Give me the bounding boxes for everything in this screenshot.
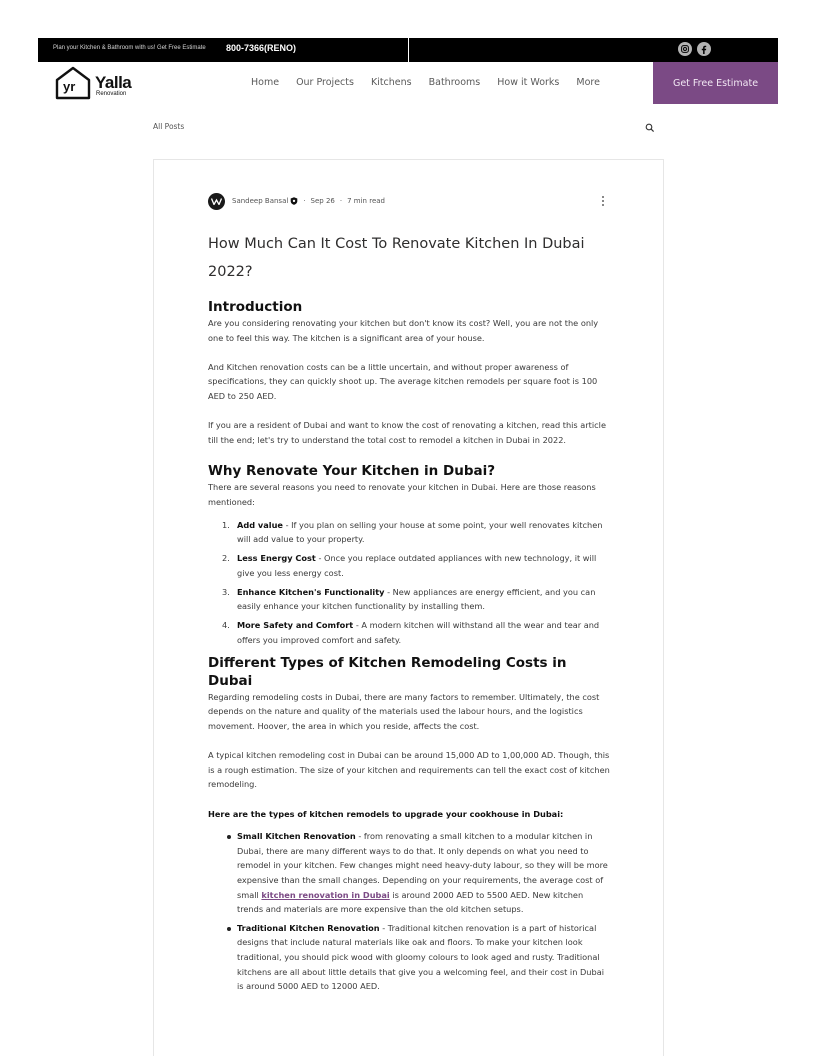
logo-mark-text: yr	[63, 79, 76, 94]
paragraph: Regarding remodeling costs in Dubai, there are many factors to remember. Ultimately, the cost depends on the nature and quality of the materials used the labour hours, and the logistics movement. Hoover, the area in which you reside, affects the cost.	[208, 691, 600, 732]
more-options-icon[interactable]	[601, 195, 605, 207]
nav-item-our-projects[interactable]: Our Projects	[296, 77, 354, 88]
nav-item-home[interactable]: Home	[251, 77, 280, 88]
logo[interactable]	[54, 65, 134, 101]
site-header	[38, 62, 778, 106]
section-heading-why-renovate: Why Renovate Your Kitchen in Dubai?	[208, 463, 496, 480]
nav-item-how-it-works[interactable]: How it Works	[497, 77, 560, 88]
section-heading-types: Different Types of Kitchen Remodeling Costs in Dubai	[208, 654, 567, 689]
paragraph: A typical kitchen remodeling cost in Dubai can be around 15,000 AD to 1,00,000 AD. Though, this is a rough estimation. The size of your kitchen and requirements can tell the exact cost of kitchen remodeling.	[208, 750, 610, 790]
kitchen-renovation-link[interactable]: kitchen renovation in Dubai	[261, 889, 390, 900]
list-item: 4. More Safety and Comfort - A modern kitchen will withstand all the wear and tear and offers you improved comfort and safety.	[222, 620, 600, 645]
section-heading-introduction: Introduction	[208, 299, 303, 315]
post-title: How Much Can It Cost To Renovate Kitchen In Dubai 2022?	[208, 236, 585, 280]
instagram-icon[interactable]	[678, 42, 692, 56]
list-item: 3. Enhance Kitchen's Functionality - New appliances are energy efficient, and you can easily enhance your kitchen functionality by installing them.	[222, 586, 596, 612]
post-date: Sep 26	[310, 197, 335, 205]
reasons-list	[208, 518, 610, 648]
post-content	[208, 230, 610, 998]
nav-item-kitchens[interactable]: Kitchens	[370, 77, 412, 88]
read-time: 7 min read	[347, 197, 385, 205]
list-item: Small Kitchen Renovation - from renovating a small kitchen to a modular kitchen in Dubai, there are many different ways to do that. It only depends on what you need to remodel in your kitchen. Few changes might need heavy-duty labour, so they will be more expensive than the small changes. Depending on your requirements, the average cost of small kitchen renovation in Dubai is around 2000 AED to 5500 AED. New kitchen trends and materials are more expensive than the old kitchen setups.	[208, 829, 610, 917]
author-avatar[interactable]	[208, 193, 225, 210]
meta-separator: ·	[303, 197, 306, 205]
paragraph: If you are a resident of Dubai and want to know the cost of renovating a kitchen, read this article till the end; let's try to understand the total cost to remodel a kitchen in Dubai in 2022.	[208, 420, 606, 445]
top-bar	[38, 38, 778, 62]
author-logo-icon	[211, 198, 222, 205]
promo-text: Plan your Kitchen & Bathroom with us! Get Free Estimate	[53, 45, 206, 51]
post-meta	[208, 193, 390, 209]
paragraph: Are you considering renovating your kitchen but don't know its cost? Well, you are not the only one to feel this way. The kitchen is a significant area of your house.	[208, 318, 599, 343]
divider	[408, 38, 409, 62]
logo-subtitle: Renovation	[96, 91, 127, 97]
main-nav	[251, 77, 617, 88]
author-name[interactable]: Sandeep Bansal	[232, 197, 289, 205]
admin-badge-icon	[290, 197, 298, 205]
list-item: 1. Add value - If you plan on selling your house at some point, your well renovates kitchen will add value to your property.	[222, 519, 603, 545]
types-list	[208, 829, 610, 994]
logo-word: Yalla	[95, 73, 132, 92]
bold-intro-line: Here are the types of kitchen remodels to upgrade your cookhouse in Dubai:	[208, 808, 564, 819]
nav-item-more[interactable]: More	[576, 77, 600, 88]
all-posts-link[interactable]: All Posts	[153, 122, 185, 131]
paragraph: There are several reasons you need to renovate your kitchen in Dubai. Here are those reasons mentioned:	[208, 482, 596, 507]
get-free-estimate-button[interactable]: Get Free Estimate	[653, 62, 778, 104]
facebook-icon[interactable]	[697, 42, 711, 56]
phone-number[interactable]: 800-7366(RENO)	[226, 43, 297, 53]
list-item: 2. Less Energy Cost - Once you replace outdated appliances with new technology, it will give you less energy cost.	[222, 553, 597, 578]
paragraph: And Kitchen renovation costs can be a little uncertain, and without proper awareness of specifications, they can quickly shoot up. The average kitchen remodels per square foot is 100 AED to 250 AED.	[208, 361, 598, 401]
list-item: Traditional Kitchen Renovation - Traditional kitchen renovation is a part of historical designs that include natural materials like oak and floors. To make your kitchen look traditional, you should pick wood with gloomy colours to look aged and rusty. Traditional kitchens are all about little details that give you a welcoming feel, and their cost in Dubai is around 5000 AED to 12000 AED.	[208, 921, 610, 994]
nav-item-bathrooms[interactable]: Bathrooms	[428, 77, 481, 88]
search-icon[interactable]	[645, 123, 655, 133]
meta-separator: ·	[339, 197, 343, 205]
